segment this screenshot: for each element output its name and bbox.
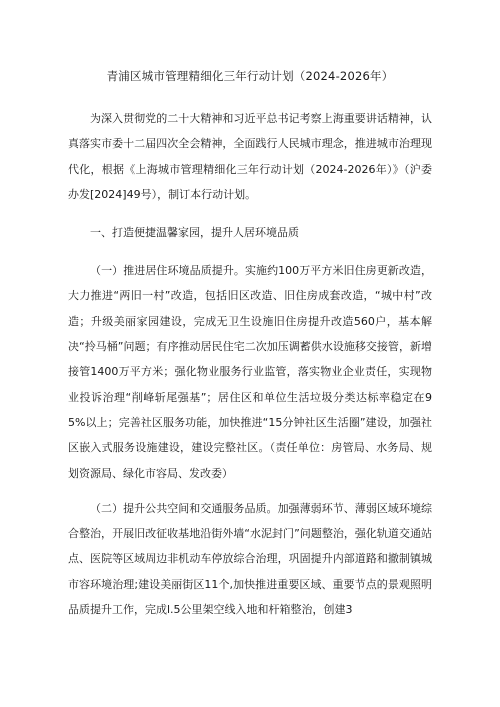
intro-paragraph: 为深入贯彻党的二十大精神和习近平总书记考察上海重要讲话精神，认真落实市委十二届四次全会精神，全面践行人民城市理念，推进城市治理现代化，根据《上海城市管理精细化三年行动计划（2024-2026年）》（沪委办发[2024]49号），制订本行动计划。 [68, 112, 432, 201]
section-heading: 一、打造便捷温馨家园，提升人居环境品质 [90, 226, 299, 240]
item-1-paragraph: （一）推进居住环境品质提升。实施约100万平方米旧住房更新改造，大力推进“两旧一村”改造，包括旧区改造、旧住房成套改造，“城中村”改造；升级美丽家园建设，完成无卫生设施旧住房提升改造560户，基本解决“拎马桶”问题；有序推动居民住宅二次加压调蓄供水设施移交接管，新增接管1400万平方米；强化物业服务行业监管，落实物业企业责任，实现物业投诉治理“削峰斩尾强基”；居住区和单位生活垃圾分类达标率稳定在95%以上；完善社区服务功能，加快推进“15分钟社区生活圈”建设，加强社区嵌入式服务设施建设，建设完整社区。（责任单位：房管局、水务局、规划资源局、绿化市容局、发改委） [68, 264, 432, 480]
item-2-paragraph: （二）提升公共空间和交通服务品质。加强薄弱环节、薄弱区域环境综合整治，开展旧改征收基地沿街外墙“水泥封门”问题整治，强化轨道交通站点、医院等区域周边非机动车停放综合治理，巩固提升内部道路和撤制镇城市容环境治理;建设美丽街区11个,加快推进重要区域、重要节点的景观照明品质提升工作，完成l.5公里架空线入地和杆箱整治，创建3 [68, 501, 432, 617]
document-title: 青浦区城市管理精细化三年行动计划（2024-2026年） [106, 69, 394, 83]
